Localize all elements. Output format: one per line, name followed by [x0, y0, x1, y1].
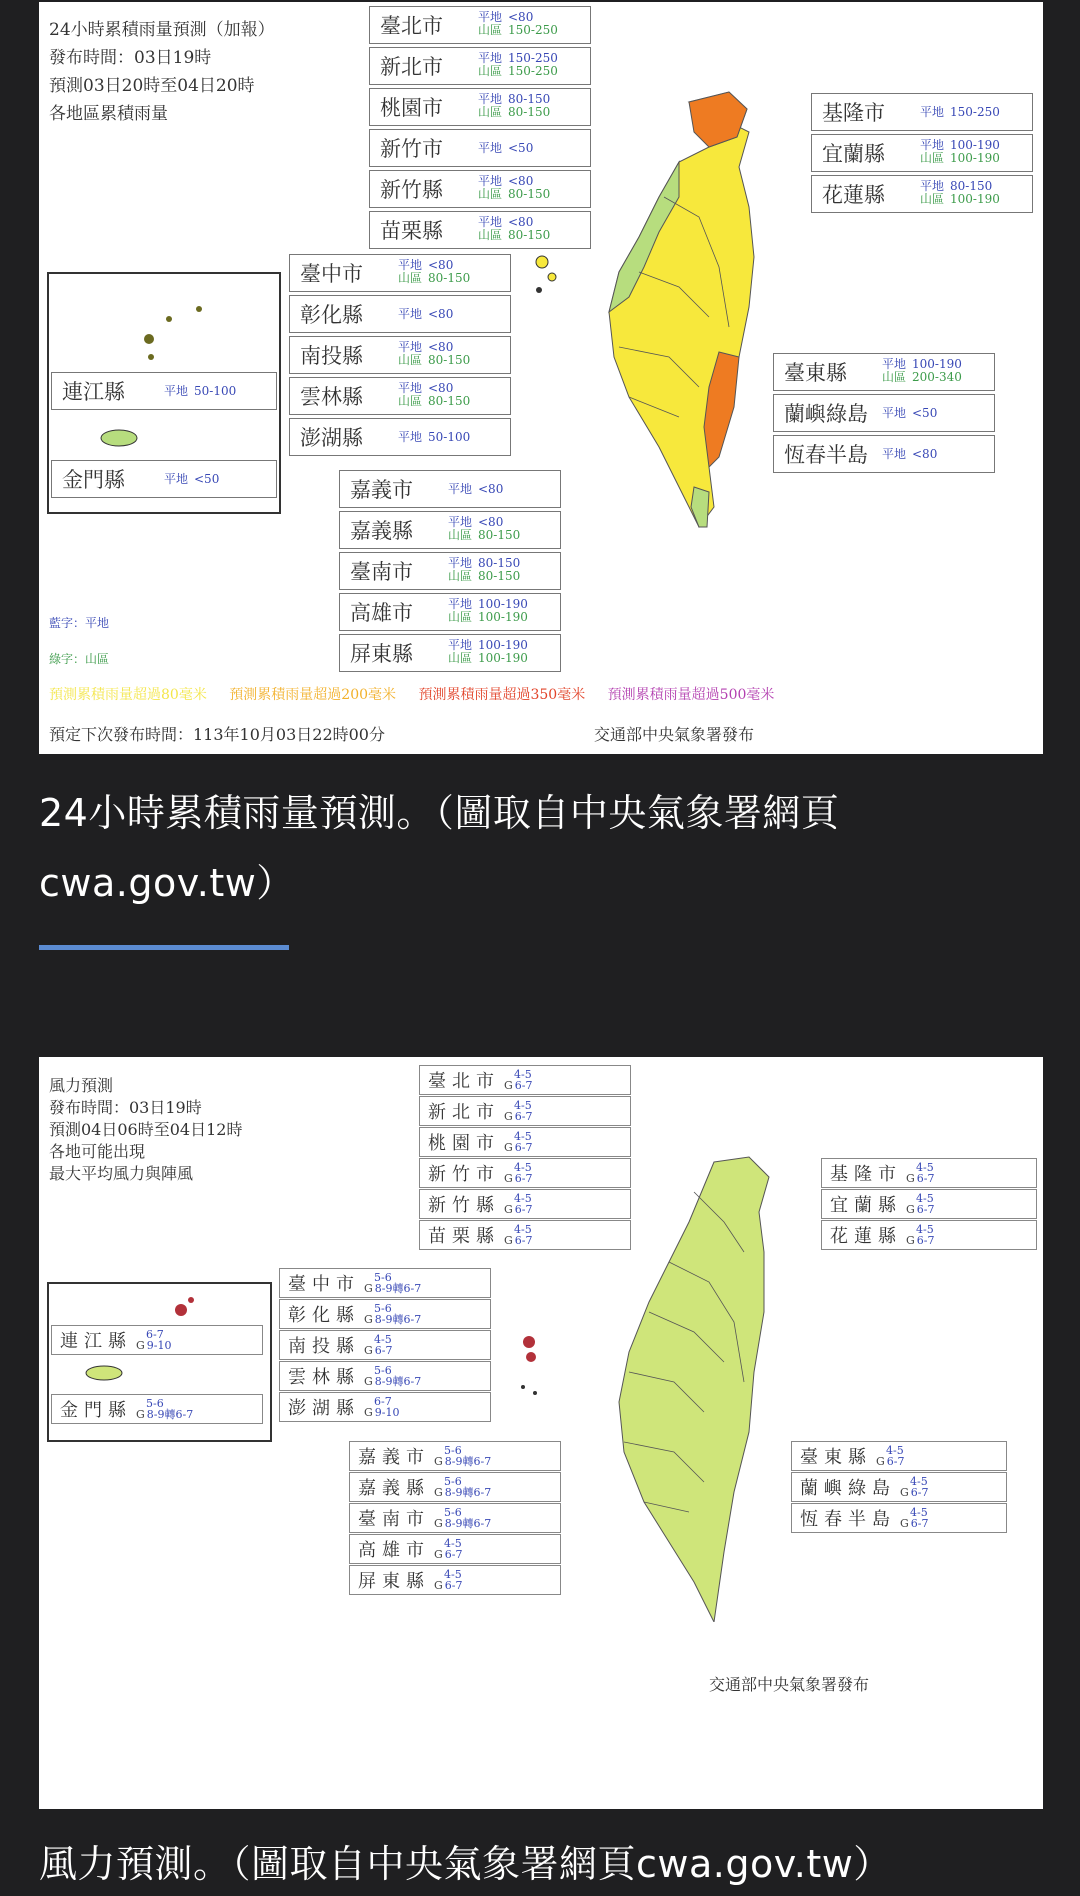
wind-region-name: 臺東縣 — [800, 1447, 872, 1468]
wind-gust: 6-7 — [374, 1344, 393, 1357]
rainfall-forecast-map[interactable] — [39, 2, 1043, 754]
wind-gust: 8-9轉6-7 — [444, 1517, 492, 1530]
wind-region-name: 新竹縣 — [428, 1195, 500, 1216]
wind-avg: 6-7 — [146, 1328, 164, 1341]
wind-region-name: 臺中市 — [288, 1274, 360, 1295]
wind-values — [906, 1224, 935, 1246]
wind-values — [900, 1507, 929, 1529]
matsu-islands-wind — [169, 1292, 199, 1322]
gust-label: G — [434, 1455, 443, 1468]
rain-threshold-legend — [49, 684, 792, 704]
rain-box-yunlin: 雲林縣 平地 <80 山區 80-150 — [289, 377, 511, 415]
gust-label: G — [906, 1172, 915, 1185]
rain-box-kaohsiung: 高雄市 平地 100-190 山區 100-190 — [339, 593, 561, 631]
wind-box — [419, 1220, 631, 1250]
wind-region-name: 花蓮縣 — [830, 1226, 902, 1247]
wind-gust: 8-9轉6-7 — [374, 1282, 422, 1295]
wind-issuer: 交通部中央氣象署發布 — [709, 1675, 870, 1694]
wind-region-name: 恆春半島 — [800, 1509, 896, 1530]
wind-values — [504, 1193, 533, 1215]
wind-region-name: 屏東縣 — [358, 1571, 430, 1592]
wind-region-name: 金門縣 — [60, 1400, 132, 1421]
wind-values — [434, 1538, 463, 1560]
wind-values — [504, 1069, 533, 1091]
gust-label: G — [434, 1579, 443, 1592]
wind-box — [791, 1472, 1007, 1502]
rain-box-nantou: 南投縣 平地 <80 山區 80-150 — [289, 336, 511, 374]
rain-box-hsinchu-county: 新竹縣 平地 <80 山區 80-150 — [369, 170, 591, 208]
wind-avg: 4-5 — [514, 1130, 532, 1143]
wind-region-name: 蘭嶼綠島 — [800, 1478, 896, 1499]
rain-box-taipei: 臺北市 平地 <80 山區 150-250 — [369, 6, 591, 44]
wind-gust: 8-9轉6-7 — [374, 1375, 422, 1388]
rain-issuer: 交通部中央氣象署發布 — [594, 725, 755, 744]
wind-gust: 9-10 — [374, 1406, 400, 1419]
rain-key-blue: 藍字：平地 — [49, 616, 110, 630]
wind-gust: 6-7 — [916, 1172, 935, 1185]
section-divider — [39, 945, 289, 950]
wind-box — [349, 1534, 561, 1564]
wind-values — [364, 1303, 421, 1325]
rain-box-keelung: 基隆市 平地 150-250 — [811, 93, 1033, 131]
wind-region-name: 桃園市 — [428, 1133, 500, 1154]
wind-box — [419, 1127, 631, 1157]
rain-box-chiayi-county: 嘉義縣 平地 <80 山區 80-150 — [339, 511, 561, 549]
wind-box — [279, 1299, 491, 1329]
wind-avg: 4-5 — [514, 1099, 532, 1112]
wind-gust: 6-7 — [514, 1172, 533, 1185]
wind-box — [349, 1565, 561, 1595]
wind-offshore-group — [47, 1282, 272, 1442]
wind-gust: 8-9轉6-7 — [374, 1313, 422, 1326]
wind-region-name: 苗栗縣 — [428, 1226, 500, 1247]
taiwan-rain-map — [569, 87, 839, 547]
wind-avg: 4-5 — [916, 1192, 934, 1205]
wind-avg: 6-7 — [374, 1395, 392, 1408]
wind-region-name: 南投縣 — [288, 1336, 360, 1357]
wind-region-name: 新竹市 — [428, 1164, 500, 1185]
rain-box-hengchun: 恆春半島 平地 <80 — [773, 435, 995, 473]
threshold-80: 預測累積雨量超過80毫米 — [49, 687, 207, 703]
wind-box — [279, 1268, 491, 1298]
rain-box-taoyuan: 桃園市 平地 80-150 山區 80-150 — [369, 88, 591, 126]
matsu-islands — [139, 299, 219, 369]
wind-region-name: 臺南市 — [358, 1509, 430, 1530]
threshold-350: 預測累積雨量超過350毫米 — [418, 687, 586, 703]
rain-box-taichung: 臺中市 平地 <80 山區 80-150 — [289, 254, 511, 292]
wind-caption: 風力預測。（圖取自中央氣象署網頁cwa.gov.tw） — [39, 1842, 892, 1886]
gust-label: G — [434, 1486, 443, 1499]
wind-gust: 8-9轉6-7 — [444, 1486, 492, 1499]
wind-values — [504, 1100, 533, 1122]
wind-box — [349, 1503, 561, 1533]
wind-box — [419, 1096, 631, 1126]
wind-region-name: 新北市 — [428, 1102, 500, 1123]
wind-values — [434, 1476, 491, 1498]
wind-avg: 5-6 — [374, 1302, 392, 1315]
wind-avg: 4-5 — [514, 1192, 532, 1205]
wind-box — [821, 1220, 1037, 1250]
wind-gust: 6-7 — [916, 1234, 935, 1247]
rain-box-lanyu-ludao: 蘭嶼綠島 平地 <50 — [773, 394, 995, 432]
wind-region-name: 高雄市 — [358, 1540, 430, 1561]
gust-label: G — [364, 1313, 373, 1326]
wind-gust: 6-7 — [910, 1517, 929, 1530]
rain-box-hsinchu-city: 新竹市 平地 <50 — [369, 129, 591, 167]
rain-box-taitung: 臺東縣 平地 100-190 山區 200-340 — [773, 353, 995, 391]
rain-box-pingtung: 屏東縣 平地 100-190 山區 100-190 — [339, 634, 561, 672]
threshold-500: 預測累積雨量超過500毫米 — [607, 687, 775, 703]
gust-label: G — [876, 1455, 885, 1468]
wind-box — [791, 1441, 1007, 1471]
gust-label: G — [364, 1344, 373, 1357]
wind-values — [364, 1396, 400, 1418]
wind-values — [434, 1445, 491, 1467]
gust-label: G — [906, 1234, 915, 1247]
gust-label: G — [136, 1408, 145, 1421]
gust-label: G — [504, 1203, 513, 1216]
rain-caption: 24小時累積雨量預測。（圖取自中央氣象署網頁cwa.gov.tw） — [39, 791, 840, 905]
wind-gust: 6-7 — [444, 1579, 463, 1592]
wind-values — [504, 1131, 533, 1153]
gust-label: G — [900, 1517, 909, 1530]
wind-avg: 4-5 — [444, 1568, 462, 1581]
wind-gust: 6-7 — [444, 1548, 463, 1561]
rain-box-chiayi-city: 嘉義市 平地 <80 — [339, 470, 561, 508]
rain-header: 24小時累積雨量預測（加報） 發布時間：03日19時 預測03日20時至04日20時 各地區累積雨量 — [49, 20, 275, 124]
wind-values — [906, 1162, 935, 1184]
rain-box-changhua: 彰化縣 平地 <80 — [289, 295, 511, 333]
wind-values — [434, 1507, 491, 1529]
gust-label: G — [900, 1486, 909, 1499]
wind-region-name: 彰化縣 — [288, 1305, 360, 1326]
wind-region-name: 宜蘭縣 — [830, 1195, 902, 1216]
wind-avg: 5-6 — [444, 1475, 462, 1488]
wind-region-name: 基隆市 — [830, 1164, 902, 1185]
wind-avg: 5-6 — [374, 1271, 392, 1284]
gust-label: G — [504, 1110, 513, 1123]
rain-box-penghu: 澎湖縣 平地 50-100 — [289, 418, 511, 456]
wind-box — [821, 1189, 1037, 1219]
wind-gust: 8-9轉6-7 — [444, 1455, 492, 1468]
wind-gust: 6-7 — [514, 1203, 533, 1216]
wind-box — [419, 1189, 631, 1219]
wind-values — [434, 1569, 463, 1591]
wind-avg: 4-5 — [916, 1161, 934, 1174]
wind-values — [906, 1193, 935, 1215]
gust-label: G — [364, 1406, 373, 1419]
wind-values — [504, 1224, 533, 1246]
wind-avg: 5-6 — [444, 1506, 462, 1519]
rain-key-green: 綠字：山區 — [49, 652, 110, 666]
rain-offshore-group — [47, 272, 281, 514]
wind-avg: 4-5 — [374, 1333, 392, 1346]
rain-box-hualien: 花蓮縣 平地 80-150 山區 100-190 — [811, 175, 1033, 213]
wind-values — [364, 1334, 393, 1356]
wind-avg: 5-6 — [444, 1444, 462, 1457]
wind-box — [791, 1503, 1007, 1533]
wind-box — [349, 1441, 561, 1471]
wind-box — [821, 1158, 1037, 1188]
wind-box — [419, 1158, 631, 1188]
wind-values — [364, 1365, 421, 1387]
gust-label: G — [504, 1141, 513, 1154]
wind-penghu-islands — [509, 1327, 549, 1407]
rain-box-kinmen: 金門縣 平地 <50 — [51, 460, 277, 498]
wind-values — [876, 1445, 905, 1467]
wind-region-name: 連江縣 — [60, 1331, 132, 1352]
wind-avg: 4-5 — [910, 1475, 928, 1488]
wind-avg: 4-5 — [444, 1537, 462, 1550]
threshold-200: 預測累積雨量超過200毫米 — [229, 687, 397, 703]
gust-label: G — [906, 1203, 915, 1216]
gust-label: G — [504, 1172, 513, 1185]
wind-gust: 6-7 — [916, 1203, 935, 1216]
kinmen-island-wind — [79, 1362, 129, 1384]
wind-gust: 6-7 — [514, 1079, 533, 1092]
kinmen-island — [94, 426, 144, 450]
wind-box — [419, 1065, 631, 1095]
wind-avg: 5-6 — [146, 1397, 164, 1410]
wind-box — [279, 1392, 491, 1422]
wind-region-name: 嘉義縣 — [358, 1478, 430, 1499]
wind-box — [279, 1361, 491, 1391]
wind-region-name: 臺北市 — [428, 1071, 500, 1092]
rain-box-lienchiang: 連江縣 平地 50-100 — [51, 372, 277, 410]
rain-box-miaoli: 苗栗縣 平地 <80 山區 80-150 — [369, 211, 591, 249]
penghu-islands — [527, 242, 567, 302]
wind-avg: 4-5 — [514, 1068, 532, 1081]
gust-label: G — [434, 1548, 443, 1561]
wind-gust: 9-10 — [146, 1339, 172, 1352]
gust-label: G — [504, 1234, 513, 1247]
wind-values — [900, 1476, 929, 1498]
rain-box-newtaipei: 新北市 平地 150-250 山區 150-250 — [369, 47, 591, 85]
wind-region-name: 雲林縣 — [288, 1367, 360, 1388]
wind-avg: 4-5 — [514, 1161, 532, 1174]
wind-gust: 6-7 — [514, 1110, 533, 1123]
wind-header: 風力預測 發布時間：03日19時 預測04日06時至04日12時 各地可能出現 最大平均風力與陣風 — [49, 1076, 243, 1183]
wind-region-name: 澎湖縣 — [288, 1398, 360, 1419]
wind-values — [364, 1272, 421, 1294]
wind-gust: 6-7 — [514, 1234, 533, 1247]
wind-box — [279, 1330, 491, 1360]
wind-avg: 4-5 — [916, 1223, 934, 1236]
wind-box — [349, 1472, 561, 1502]
gust-label: G — [364, 1375, 373, 1388]
gust-label: G — [136, 1339, 145, 1352]
wind-avg: 4-5 — [514, 1223, 532, 1236]
wind-gust: 6-7 — [514, 1141, 533, 1154]
wind-gust: 6-7 — [886, 1455, 905, 1468]
wind-avg: 4-5 — [886, 1444, 904, 1457]
gust-label: G — [504, 1079, 513, 1092]
wind-gust: 8-9轉6-7 — [146, 1408, 194, 1421]
rain-box-tainan: 臺南市 平地 80-150 山區 80-150 — [339, 552, 561, 590]
wind-avg: 4-5 — [910, 1506, 928, 1519]
gust-label: G — [434, 1517, 443, 1530]
rain-box-yilan: 宜蘭縣 平地 100-190 山區 100-190 — [811, 134, 1033, 172]
wind-gust: 6-7 — [910, 1486, 929, 1499]
wind-region-name: 嘉義市 — [358, 1447, 430, 1468]
rain-next-release: 預定下次發布時間：113年10月03日22時00分 — [49, 725, 385, 744]
gust-label: G — [364, 1282, 373, 1295]
wind-values — [504, 1162, 533, 1184]
wind-forecast-map[interactable] — [39, 1057, 1043, 1809]
wind-avg: 5-6 — [374, 1364, 392, 1377]
